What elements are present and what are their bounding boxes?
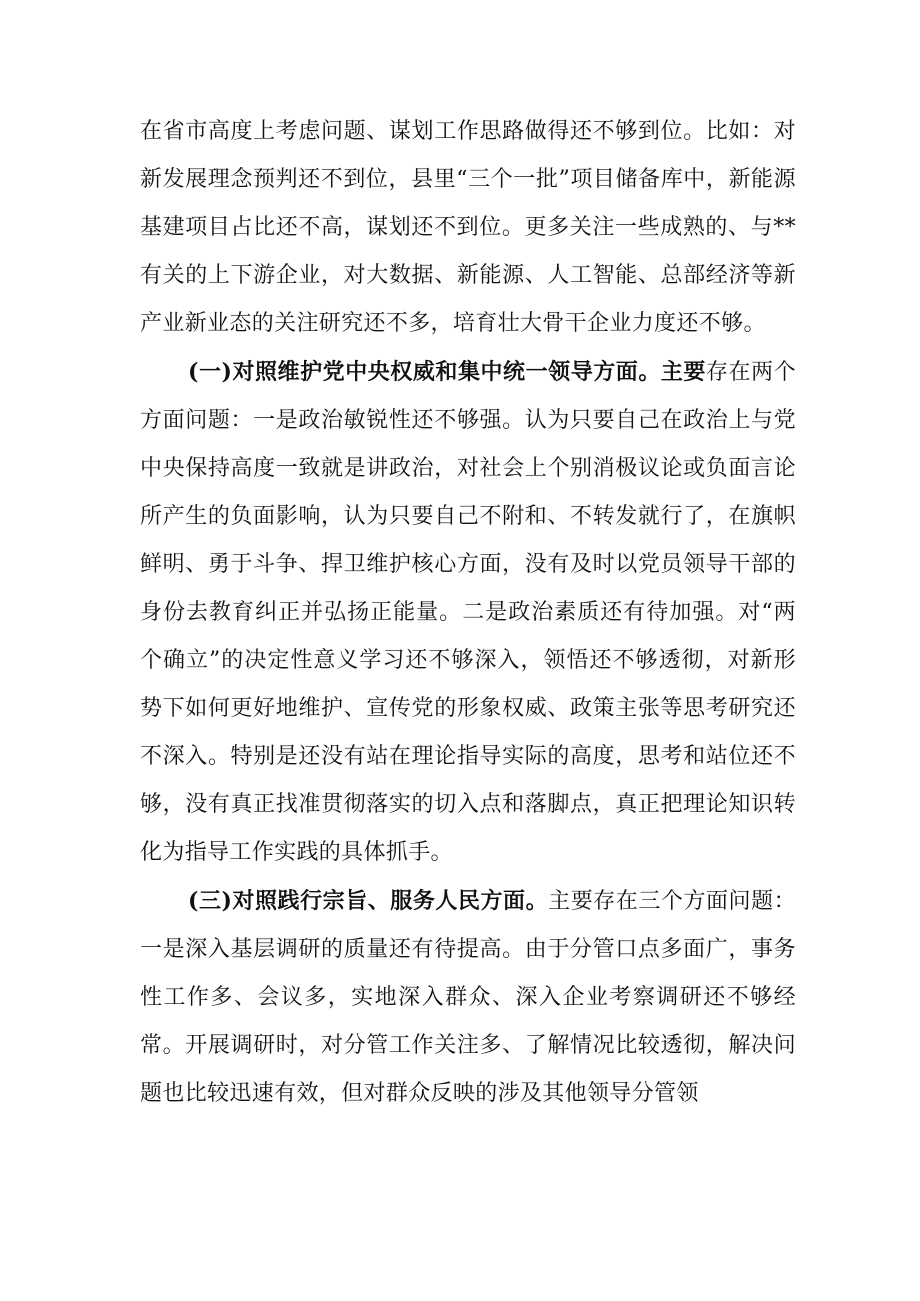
section-three-heading: (三)对照践行宗旨、服务人民方面。 — [188, 888, 549, 914]
section-three-text: 主要存在三个方面问题：一是深入基层调研的质量还有待提高。由于分管口点多面广，事务性工作多、会议多，实地深入群众、深入企业考察调研还不够经常。开展调研时，对分管工作关注多、了解情况比较透彻，解决问题也比较迅速有效，但对群众反映的涉及其他领导分管领 — [140, 889, 796, 1106]
section-one-heading: (一)对照维护党中央权威和集中统一领导方面。主要 — [188, 359, 706, 385]
paragraph-section-three — [140, 877, 796, 1118]
paragraph-1-text: 在省市高度上考虑问题、谋划工作思路做得还不够到位。比如：对新发展理念预判还不到位，县里“三个一批”项目储备库中，新能源基建项目占比还不高，谋划还不到位。更多关注一些成熟的、与**有关的上下游企业，对大数据、新能源、人工智能、总部经济等新产业新业态的关注研究还不多，培育壮大骨干企业力度还不够。 — [140, 119, 796, 336]
section-one-text: 存在两个方面问题：一是政治敏锐性还不够强。认为只要自己在政治上与党中央保持高度一致就是讲政治，对社会上个别消极议论或负面言论所产生的负面影响，认为只要自己不附和、不转发就行了，在旗帜鲜明、勇于斗争、捍卫维护核心方面，没有及时以党员领导干部的身份去教育纠正并弘扬正能量。二是政治素质还有待加强。对“两个确立”的决定性意义学习还不够深入，领悟还不够透彻，对新形势下如何更好地维护、宣传党的形象权威、政策主张等思考研究还不深入。特别是还没有站在理论指导实际的高度，思考和站位还不够，没有真正找准贯彻落实的切入点和落脚点，真正把理论知识转化为指导工作实践的具体抓手。 — [140, 360, 796, 865]
paragraph-continuation — [140, 108, 796, 348]
document-body — [140, 108, 796, 1118]
paragraph-section-one — [140, 348, 796, 877]
